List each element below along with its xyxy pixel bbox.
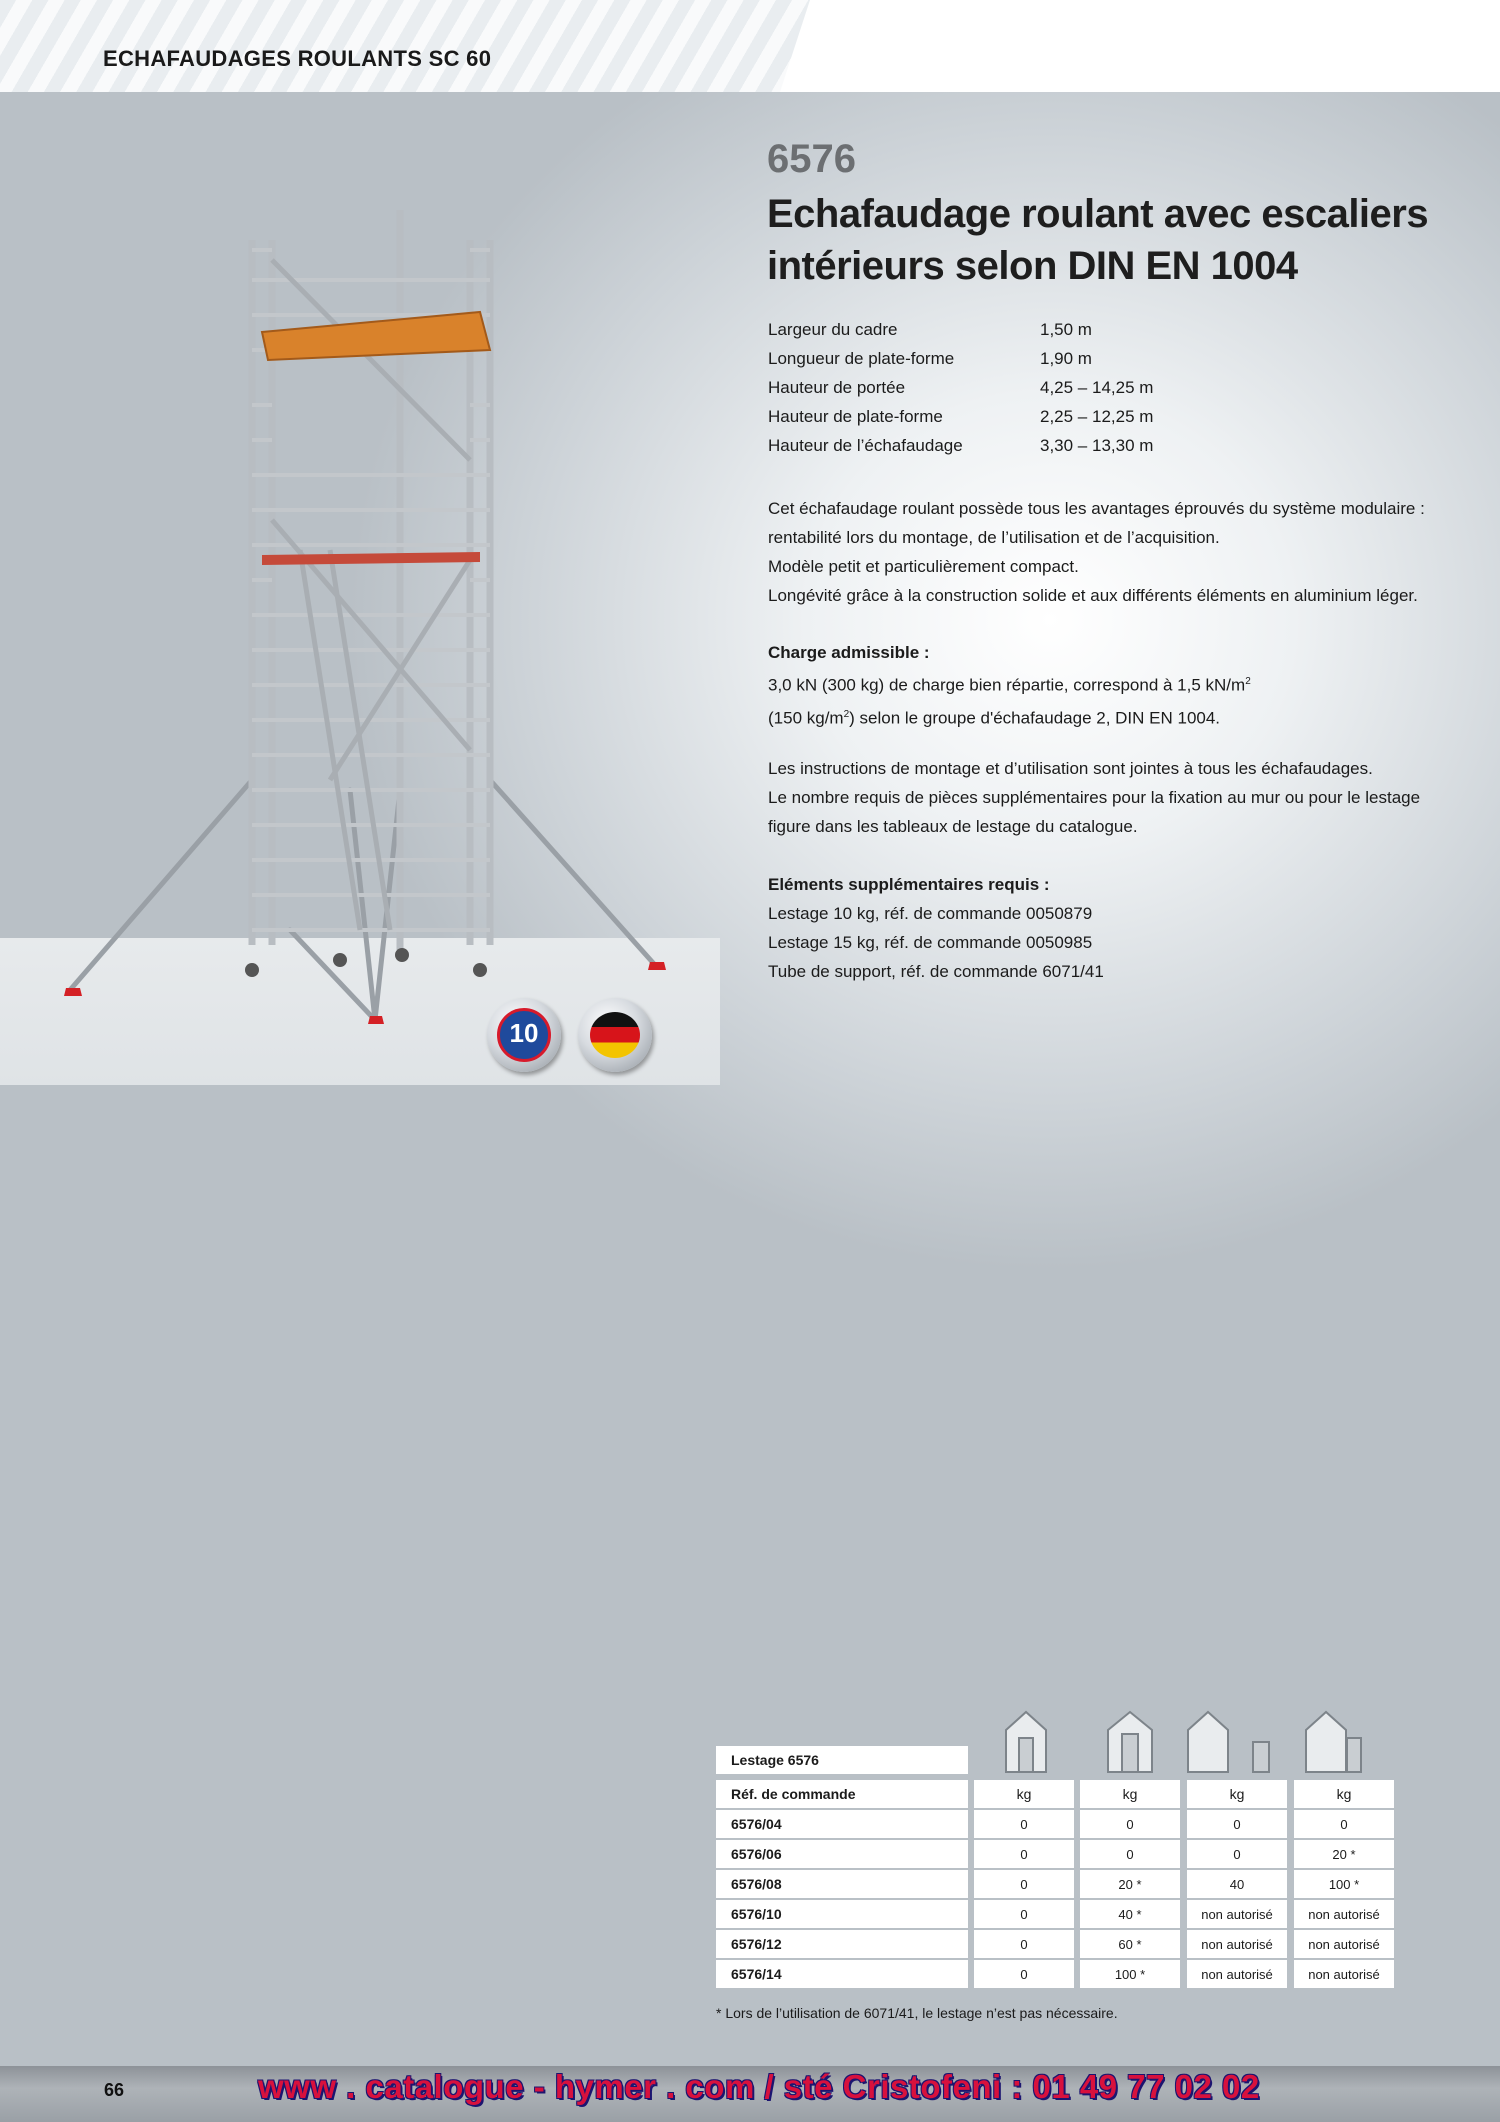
- table-row-ref: 6576/12: [716, 1930, 968, 1958]
- table-unit: kg: [1187, 1780, 1287, 1808]
- config-icon-2: [1108, 1712, 1152, 1772]
- table-cell: 0: [1187, 1810, 1287, 1838]
- extras-item: Lestage 15 kg, réf. de commande 0050985: [768, 933, 1093, 952]
- spec-label: Longueur de plate-forme: [768, 349, 955, 368]
- footer-contact: www . catalogue - hymer . com / sté Cristofeni : 01 49 77 02 02: [258, 2068, 1260, 2105]
- article-number: 6576: [767, 137, 856, 181]
- product-title-line-1: Echafaudage roulant avec escaliers: [767, 192, 1429, 236]
- scaffold-illustration: [0, 150, 720, 1085]
- description: [768, 494, 1428, 610]
- spec-label: Largeur du cadre: [768, 320, 898, 339]
- table-cell: 0: [974, 1960, 1074, 1988]
- table-unit: kg: [1080, 1780, 1180, 1808]
- page-number: 66: [104, 2080, 125, 2100]
- table-cell: 20 *: [1080, 1870, 1180, 1898]
- section-title: ECHAFAUDAGES ROULANTS SC 60: [103, 46, 492, 71]
- spec-value: 1,90 m: [1040, 349, 1092, 368]
- config-icon-4: [1306, 1712, 1361, 1772]
- spec-value: 4,25 – 14,25 m: [1040, 378, 1154, 397]
- table-cell: 0: [974, 1870, 1074, 1898]
- spec-label: Hauteur de plate-forme: [768, 407, 943, 426]
- spec-row: [768, 407, 1228, 436]
- spec-label: Hauteur de portée: [768, 378, 906, 397]
- table-cell: 0: [1080, 1810, 1180, 1838]
- table-row-ref: 6576/06: [716, 1840, 968, 1868]
- page-header: [0, 0, 1500, 92]
- table-cell: 0: [974, 1930, 1074, 1958]
- table-unit: kg: [1294, 1780, 1394, 1808]
- made-in-germany-badge: [578, 998, 652, 1072]
- table-cell: 100 *: [1294, 1870, 1394, 1898]
- table-cell: 0: [1080, 1840, 1180, 1868]
- table-header-label: Réf. de commande: [716, 1780, 968, 1808]
- description-line: Modèle petit et particulièrement compact.: [768, 557, 1079, 576]
- required-extras: [768, 870, 1428, 986]
- spec-value: 2,25 – 12,25 m: [1040, 407, 1154, 426]
- config-icon-1: [1006, 1712, 1046, 1772]
- product-title: [767, 188, 1447, 292]
- table-cell: 0: [974, 1840, 1074, 1868]
- spec-list: [768, 320, 1228, 465]
- spec-label: Hauteur de l’échafaudage: [768, 436, 963, 455]
- table-cell: non autorisé: [1187, 1960, 1287, 1988]
- table-cell: 40 *: [1080, 1900, 1180, 1928]
- load-capacity: [768, 638, 1428, 732]
- table-row-ref: 6576/14: [716, 1960, 968, 1988]
- description-line: rentabilité lors du montage, de l’utilisation et de l’acquisition.: [768, 528, 1220, 547]
- table-cell: non autorisé: [1294, 1930, 1394, 1958]
- spec-row: [768, 378, 1228, 407]
- table-row-ref: 6576/10: [716, 1900, 968, 1928]
- table-cell: 0: [1187, 1840, 1287, 1868]
- instructions: [768, 754, 1428, 841]
- spec-row: [768, 436, 1228, 465]
- product-title-line-2: intérieurs selon DIN EN 1004: [767, 244, 1298, 288]
- table-cell: non autorisé: [1294, 1960, 1394, 1988]
- ballast-table: [716, 1700, 1406, 2000]
- load-heading: Charge admissible :: [768, 643, 930, 662]
- spec-value: 3,30 – 13,30 m: [1040, 436, 1154, 455]
- table-row-ref: 6576/08: [716, 1870, 968, 1898]
- extras-item: Lestage 10 kg, réf. de commande 0050879: [768, 904, 1093, 923]
- table-title: Lestage 6576: [716, 1746, 968, 1774]
- instructions-line: Les instructions de montage et d’utilisation sont jointes à tous les échafaudages.: [768, 759, 1373, 778]
- table-cell: 60 *: [1080, 1930, 1180, 1958]
- table-unit: kg: [974, 1780, 1074, 1808]
- load-line-1: 3,0 kN (300 kg) de charge bien répartie, correspond à 1,5 $kN/m^2$: [768, 675, 1251, 695]
- table-cell: 20 *: [1294, 1840, 1394, 1868]
- table-cell: non autorisé: [1187, 1930, 1287, 1958]
- table-cell: 0: [974, 1900, 1074, 1928]
- table-cell: 0: [1294, 1810, 1394, 1838]
- spec-row: [768, 320, 1228, 349]
- config-icon-3: [1188, 1712, 1269, 1772]
- table-cell: 100 *: [1080, 1960, 1180, 1988]
- table-cell: non autorisé: [1187, 1900, 1287, 1928]
- extras-item: Tube de support, réf. de commande 6071/41: [768, 962, 1104, 981]
- warranty-number: 10: [509, 1018, 539, 1048]
- table-cell: non autorisé: [1294, 1900, 1394, 1928]
- instructions-line: Le nombre requis de pièces supplémentaires pour la fixation au mur ou pour le lestage: [768, 788, 1421, 807]
- instructions-line: figure dans les tableaux de lestage du catalogue.: [768, 817, 1138, 836]
- load-line-2: (150 $kg/m^2$) selon le groupe d'échafaudage 2, DIN EN 1004.: [768, 708, 1221, 728]
- warranty-badge: [487, 998, 561, 1072]
- description-line: Cet échafaudage roulant possède tous les avantages éprouvés du système modulaire :: [768, 499, 1425, 518]
- extras-heading: Eléments supplémentaires requis :: [768, 875, 1050, 894]
- description-line: Longévité grâce à la construction solide et aux différents éléments en aluminium léger.: [768, 586, 1418, 605]
- spec-value: 1,50 m: [1040, 320, 1092, 339]
- german-flag-icon: [590, 1012, 640, 1058]
- product-photo: [0, 150, 720, 1085]
- table-row-ref: 6576/04: [716, 1810, 968, 1838]
- table-cell: 0: [974, 1810, 1074, 1838]
- spec-row: [768, 349, 1228, 378]
- table-footnote: * Lors de l’utilisation de 6071/41, le lestage n’est pas nécessaire.: [716, 2005, 1118, 2021]
- table-cell: 40: [1187, 1870, 1287, 1898]
